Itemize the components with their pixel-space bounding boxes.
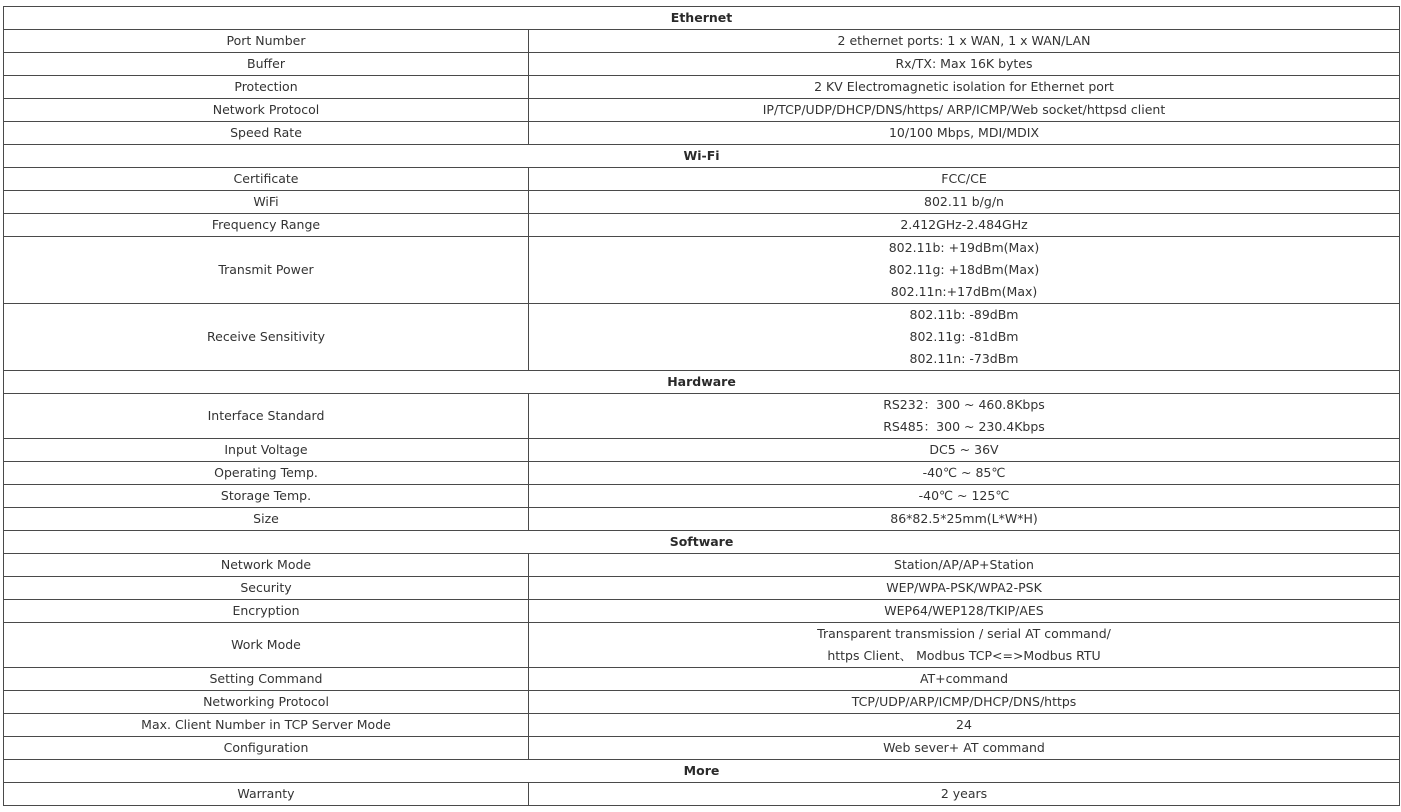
spec-label: Network Mode <box>4 554 529 577</box>
table-row <box>4 99 1400 122</box>
spec-value <box>529 668 1400 691</box>
spec-label: Max. Client Number in TCP Server Mode <box>4 714 529 737</box>
spec-value-line: Station/AP/AP+Station <box>894 557 1034 572</box>
table-row <box>4 600 1400 623</box>
spec-label: Transmit Power <box>4 237 529 304</box>
spec-label: Security <box>4 577 529 600</box>
spec-value <box>529 783 1400 806</box>
spec-value-line: -40℃ ~ 85℃ <box>922 465 1006 480</box>
spec-value <box>529 99 1400 122</box>
section-header-more <box>4 760 1400 783</box>
spec-label: Receive Sensitivity <box>4 304 529 371</box>
spec-value-line: WEP64/WEP128/TKIP/AES <box>884 603 1044 618</box>
spec-value <box>529 214 1400 237</box>
spec-value <box>529 714 1400 737</box>
spec-table-body <box>4 7 1400 806</box>
spec-value <box>529 237 1400 304</box>
spec-value-line: 802.11 b/g/n <box>924 194 1004 209</box>
spec-value-line: IP/TCP/UDP/DHCP/DNS/https/ ARP/ICMP/Web socket/httpsd client <box>762 102 1166 117</box>
table-row <box>4 168 1400 191</box>
table-row <box>4 623 1400 668</box>
spec-label: Work Mode <box>4 623 529 668</box>
spec-value <box>529 508 1400 531</box>
spec-value-line: 86*82.5*25mm(L*W*H) <box>890 511 1038 526</box>
table-row <box>4 304 1400 371</box>
table-row <box>4 668 1400 691</box>
spec-label: Frequency Range <box>4 214 529 237</box>
table-row <box>4 237 1400 304</box>
spec-value-line: 802.11g: +18dBm(Max) <box>888 262 1040 277</box>
spec-value <box>529 30 1400 53</box>
spec-value-line: 24 <box>956 717 972 732</box>
section-header-ethernet <box>4 7 1400 30</box>
table-row <box>4 485 1400 508</box>
section-title: Ethernet <box>4 7 1400 30</box>
spec-value <box>529 600 1400 623</box>
spec-value <box>529 191 1400 214</box>
spec-value-line: 802.11n:+17dBm(Max) <box>890 284 1038 299</box>
section-header-software <box>4 531 1400 554</box>
section-title: Software <box>4 531 1400 554</box>
spec-value <box>529 623 1400 668</box>
spec-label: Operating Temp. <box>4 462 529 485</box>
table-row <box>4 53 1400 76</box>
spec-value <box>529 394 1400 439</box>
spec-value-line: 10/100 Mbps, MDI/MDIX <box>888 125 1040 140</box>
spec-label: Buffer <box>4 53 529 76</box>
spec-value <box>529 76 1400 99</box>
spec-value <box>529 485 1400 508</box>
spec-value <box>529 304 1400 371</box>
section-header-wi-fi <box>4 145 1400 168</box>
spec-value-line: WEP/WPA-PSK/WPA2-PSK <box>886 580 1042 595</box>
table-row <box>4 439 1400 462</box>
spec-value-line: 2 years <box>940 786 988 801</box>
spec-value <box>529 168 1400 191</box>
table-row <box>4 462 1400 485</box>
table-row <box>4 394 1400 439</box>
spec-label: Size <box>4 508 529 531</box>
table-row <box>4 76 1400 99</box>
section-title: More <box>4 760 1400 783</box>
spec-value-line: 802.11g: -81dBm <box>909 329 1019 344</box>
spec-value-line: 2 KV Electromagnetic isolation for Ethernet port <box>814 79 1114 94</box>
spec-label: WiFi <box>4 191 529 214</box>
spec-value-line: -40℃ ~ 125℃ <box>918 488 1010 503</box>
spec-value <box>529 439 1400 462</box>
table-row <box>4 783 1400 806</box>
spec-value-line: https Client、 Modbus TCP<=>Modbus RTU <box>827 648 1101 663</box>
spec-value-line: Rx/TX: Max 16K bytes <box>895 56 1033 71</box>
table-row <box>4 30 1400 53</box>
spec-table <box>3 6 1400 806</box>
spec-label: Certificate <box>4 168 529 191</box>
table-row <box>4 508 1400 531</box>
spec-label: Protection <box>4 76 529 99</box>
spec-label: Networking Protocol <box>4 691 529 714</box>
spec-value <box>529 53 1400 76</box>
spec-label: Port Number <box>4 30 529 53</box>
spec-value-line: AT+command <box>919 671 1009 686</box>
section-title: Wi-Fi <box>4 145 1400 168</box>
spec-value-line: FCC/CE <box>941 171 987 186</box>
spec-label: Setting Command <box>4 668 529 691</box>
spec-value <box>529 554 1400 577</box>
spec-value-line: Web sever+ AT command <box>883 740 1045 755</box>
table-row <box>4 714 1400 737</box>
spec-label: Configuration <box>4 737 529 760</box>
spec-value-line: 2 ethernet ports: 1 x WAN, 1 x WAN/LAN <box>837 33 1091 48</box>
spec-value <box>529 462 1400 485</box>
spec-value-line: 802.11b: +19dBm(Max) <box>888 240 1040 255</box>
spec-label: Encryption <box>4 600 529 623</box>
spec-value <box>529 577 1400 600</box>
spec-value-line: RS232：300 ~ 460.8Kbps <box>883 397 1045 412</box>
spec-label: Input Voltage <box>4 439 529 462</box>
table-row <box>4 122 1400 145</box>
spec-value <box>529 737 1400 760</box>
spec-label: Storage Temp. <box>4 485 529 508</box>
spec-value-line: RS485：300 ~ 230.4Kbps <box>883 419 1045 434</box>
spec-label: Speed Rate <box>4 122 529 145</box>
spec-value-line: 802.11b: -89dBm <box>909 307 1019 322</box>
table-row <box>4 691 1400 714</box>
table-row <box>4 737 1400 760</box>
section-header-hardware <box>4 371 1400 394</box>
spec-label: Network Protocol <box>4 99 529 122</box>
spec-value-line: Transparent transmission / serial AT command/ <box>817 626 1111 641</box>
spec-value-line: TCP/UDP/ARP/ICMP/DHCP/DNS/https <box>851 694 1077 709</box>
spec-value-line: 2.412GHz-2.484GHz <box>900 217 1028 232</box>
spec-value <box>529 691 1400 714</box>
spec-value-line: 802.11n: -73dBm <box>909 351 1019 366</box>
spec-value <box>529 122 1400 145</box>
table-row <box>4 554 1400 577</box>
table-row <box>4 577 1400 600</box>
spec-value-line: DC5 ~ 36V <box>929 442 999 457</box>
spec-label: Interface Standard <box>4 394 529 439</box>
table-row <box>4 191 1400 214</box>
table-row <box>4 214 1400 237</box>
spec-label: Warranty <box>4 783 529 806</box>
section-title: Hardware <box>4 371 1400 394</box>
